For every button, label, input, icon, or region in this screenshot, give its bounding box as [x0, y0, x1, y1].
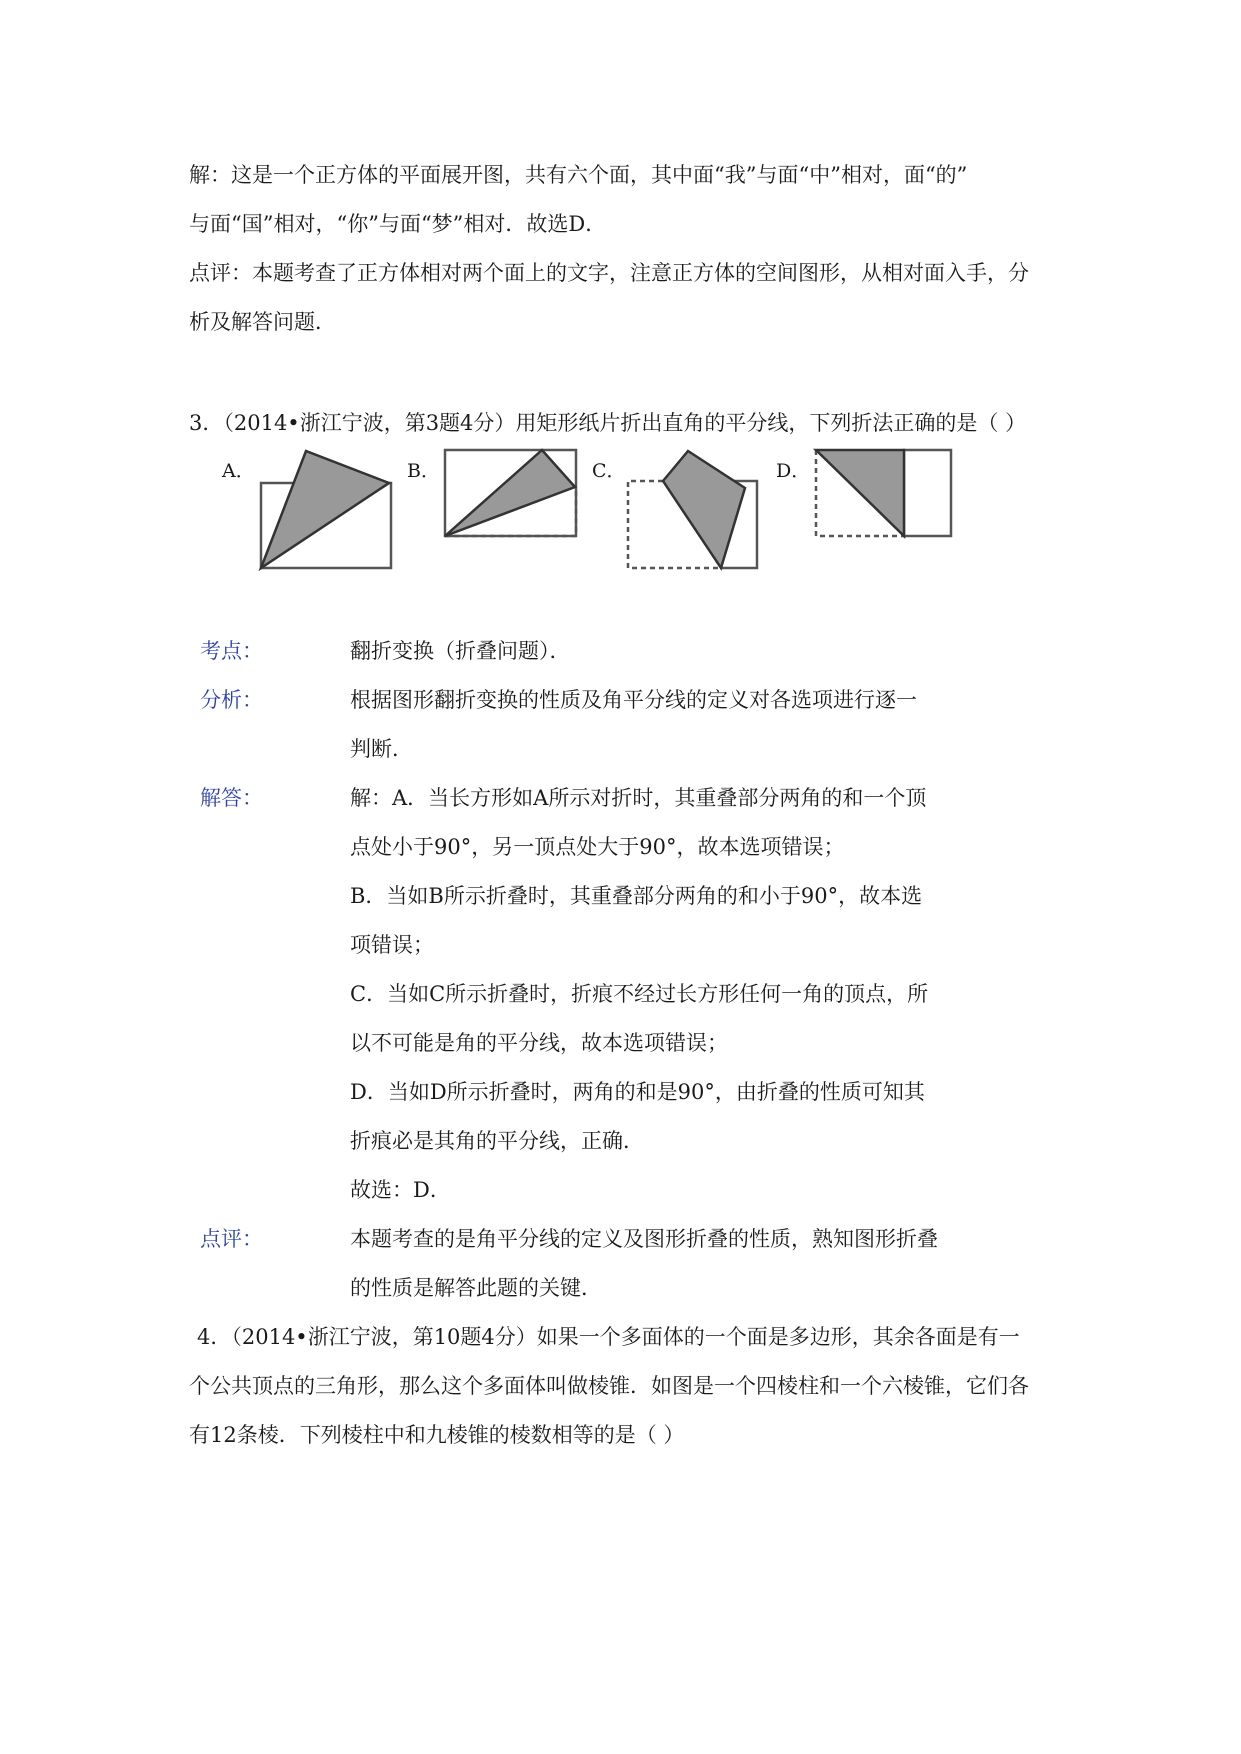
jieda-line: C．当如C所示折叠时，折痕不经过长方形任何一角的顶点，所: [350, 982, 929, 1006]
fenxi-label: 分析：: [200, 688, 263, 712]
option-b-label: B．: [407, 460, 440, 482]
q4-line-3: 有12条棱．下列棱柱中和九棱锥的棱数相等的是（ ）: [189, 1423, 685, 1447]
jieda-label: 解答：: [200, 786, 263, 810]
prev-comment-line-2: 析及解答问题．: [189, 310, 336, 334]
dianping-line-1: 本题考查的是角平分线的定义及图形折叠的性质，熟知图形折叠: [350, 1227, 938, 1251]
dianping-line-2: 的性质是解答此题的关键．: [350, 1276, 602, 1300]
figure-d: [816, 450, 951, 536]
jieda-line: B．当如B所示折叠时，其重叠部分两角的和小于90°，故本选: [350, 884, 923, 908]
figure-c: [628, 451, 757, 568]
kaodian-text: 翻折变换（折叠问题）．: [350, 639, 571, 663]
option-a-label: A．: [222, 460, 255, 482]
prev-solution-line-2: 与面“国”相对，“你”与面“梦”相对．故选D．: [189, 212, 607, 236]
jieda-line: D．当如D所示折叠时，两角的和是90°，由折叠的性质可知其: [350, 1080, 925, 1104]
prev-solution-line-1: 解：这是一个正方体的平面展开图，共有六个面，其中面“我”与面“中”相对，面“的”: [189, 163, 968, 187]
fenxi-line-1: 根据图形翻折变换的性质及角平分线的定义对各选项进行逐一: [350, 688, 917, 712]
jieda-line: 以不可能是角的平分线，故本选项错误；: [350, 1031, 728, 1055]
jieda-line: 点处小于90°，另一顶点处大于90°，故本选项错误；: [350, 835, 845, 859]
kaodian-label: 考点：: [200, 639, 263, 663]
q3-stem: 3．（2014•浙江宁波，第3题4分）用矩形纸片折出直角的平分线，下列折法正确的是（ ）: [189, 411, 1027, 435]
q4-line-2: 个公共顶点的三角形，那么这个多面体叫做棱锥．如图是一个四棱柱和一个六棱锥，它们各: [189, 1374, 1029, 1398]
fenxi-line-2: 判断．: [350, 737, 413, 761]
jieda-line: 解：A．当长方形如A所示对折时，其重叠部分两角的和一个顶: [350, 786, 927, 810]
dianping-label: 点评：: [200, 1227, 263, 1251]
jieda-line: 折痕必是其角的平分线，正确．: [350, 1129, 644, 1153]
option-d-label: D．: [776, 460, 811, 482]
figure-a: [261, 451, 391, 568]
option-c-label: C．: [592, 460, 626, 482]
figure-b: [445, 450, 576, 536]
q4-line-1: 4．（2014•浙江宁波，第10题4分）如果一个多面体的一个面是多边形，其余各面是有一: [197, 1325, 1020, 1349]
prev-comment-line-1: 点评：本题考查了正方体相对两个面上的文字，注意正方体的空间图形，从相对面入手，分: [189, 261, 1029, 285]
jieda-line: 故选：D．: [350, 1178, 451, 1202]
jieda-line: 项错误；: [350, 933, 434, 957]
